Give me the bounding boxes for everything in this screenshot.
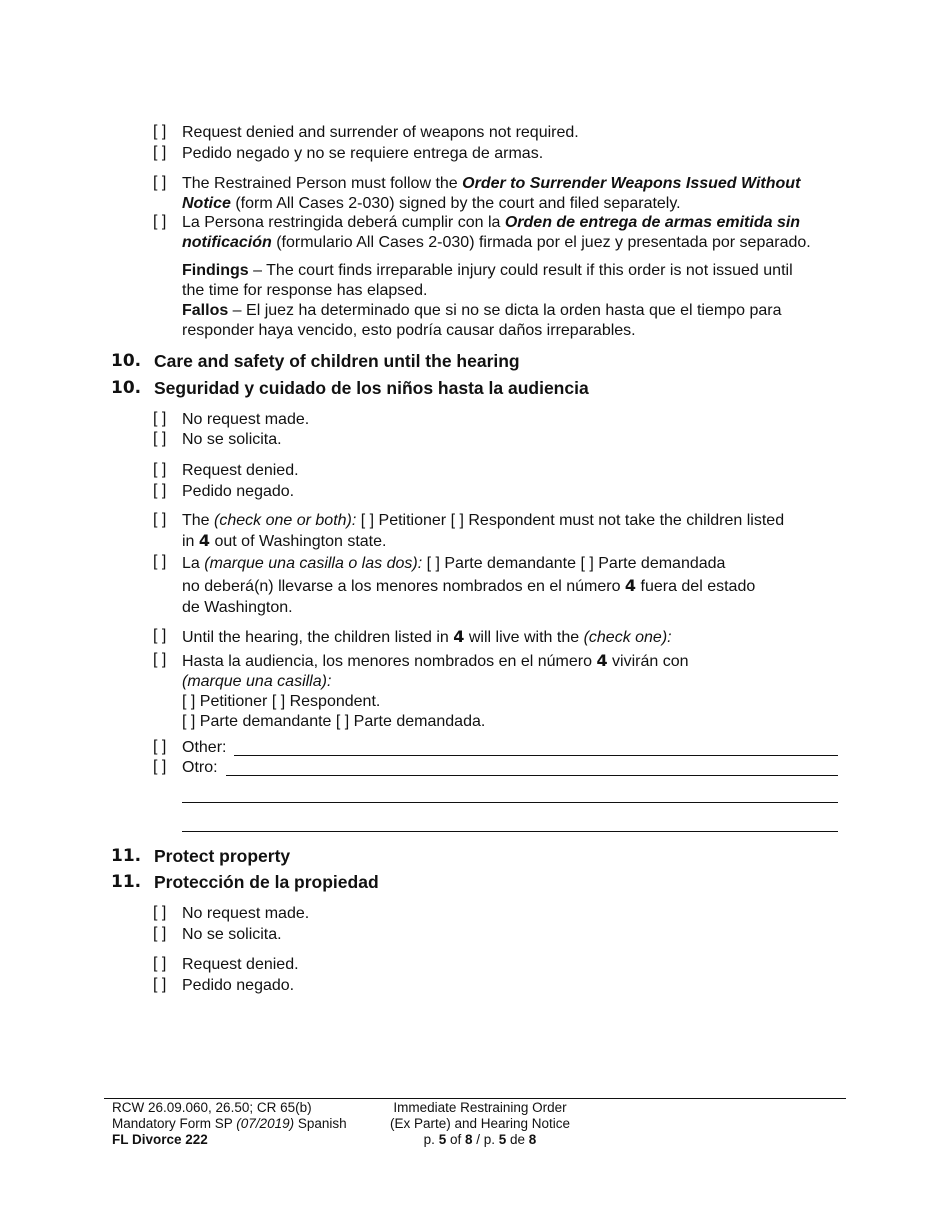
page-indicator: p. 5 of 8 / p. 5 de 8 [423,1132,537,1147]
checkbox[interactable]: [ ] [153,925,167,942]
s10-take-children-en: The (check one or both): [ ] Petitioner [ ] Respondent must not take the children listed in 4 out of Washington state. [182,512,785,550]
section-10-number: 10. [111,351,142,371]
s10-denied-en: Request denied. [182,462,299,479]
s10-other-input-line[interactable] [234,755,838,756]
checkbox[interactable]: [ ] [153,904,167,921]
s10-other-input-line[interactable] [226,775,838,776]
s10-live-with-es: Hasta la audiencia, los menores nombrados en el número 4 vivirán con (marque una casilla): [ ] Petitioner [ ] Respondent. [ ] Parte demandante [ ] Parte demandada. [182,651,689,730]
checkbox[interactable]: [ ] [153,976,167,993]
footer-left: RCW 26.09.060, 26.50; CR 65(b) Mandatory Form SP (07/2019) Spanish FL Divorce 222 [112,1100,347,1147]
s11-no-request-es: No se solicita. [182,926,282,943]
checkbox[interactable]: [ ] [153,511,167,528]
s10-no-request-en: No request made. [182,411,310,428]
checkbox[interactable]: [ ] [153,955,167,972]
checkbox[interactable]: [ ] [153,174,167,191]
s11-denied-en: Request denied. [182,956,299,973]
footer-rule [104,1098,846,1099]
s10-other-input-line[interactable] [182,831,838,832]
weapons-surrender-es: La Persona restringida deberá cumplir con la Orden de entrega de armas emitida sin notificación (formulario All Cases 2-030) firmada por el juez y presentada por separado. [182,214,811,251]
s10-other-label-es: Otro: [182,759,218,776]
section-11-number: 11. [111,846,142,866]
s10-other-label-en: Other: [182,739,227,756]
section-10-title-es: Seguridad y cuidado de los niños hasta la audiencia [154,378,589,398]
weapons-surrender-en: The Restrained Person must follow the Order to Surrender Weapons Issued Without Notice (form All Cases 2-030) signed by the court and filed separately. [182,175,801,212]
s11-no-request-en: No request made. [182,905,310,922]
checkbox[interactable]: [ ] [153,758,167,775]
s10-no-request-es: No se solicita. [182,431,282,448]
section-10-number: 10. [111,378,142,398]
findings: Findings – The court finds irreparable injury could result if this order is not issued until the time for response has elapsed. Fallos – El juez ha determinado que si no se dicta la orden hasta que el tiempo para responder haya vencido, esto podría causar daños irreparables. [182,262,793,339]
checkbox[interactable]: [ ] [153,461,167,478]
s10-live-with-en: Until the hearing, the children listed in 4 will live with the (check one): [182,627,672,646]
weapons-denied-en: Request denied and surrender of weapons not required. [182,124,579,141]
footer-center: Immediate Restraining Order (Ex Parte) and Hearing Notice p. 5 of 8 / p. 5 de 8 [389,1100,571,1147]
checkbox[interactable]: [ ] [153,144,167,161]
checkbox[interactable]: [ ] [153,482,167,499]
weapons-denied-es: Pedido negado y no se requiere entrega de armas. [182,145,544,162]
s10-denied-es: Pedido negado. [182,483,295,500]
section-11-title-en: Protect property [154,846,291,866]
section-11-number: 11. [111,872,142,892]
section-10-title-en: Care and safety of children until the hearing [154,351,520,371]
s10-other-input-line[interactable] [182,802,838,803]
checkbox[interactable]: [ ] [153,430,167,447]
s11-denied-es: Pedido negado. [182,977,295,994]
checkbox[interactable]: [ ] [153,123,167,140]
s10-option-en[interactable]: [ ] Petitioner [ ] Respondent. [182,693,381,710]
section-11-title-es: Protección de la propiedad [154,872,379,892]
checkbox[interactable]: [ ] [153,738,167,755]
checkbox[interactable]: [ ] [153,213,167,230]
s10-option-es[interactable]: [ ] Parte demandante [ ] Parte demandada. [182,713,486,730]
checkbox[interactable]: [ ] [153,627,167,644]
s10-take-children-es: La (marque una casilla o las dos): [ ] Parte demandante [ ] Parte demandada no deberá(n) llevarse a los menores nombrados en el número 4 fuera del estado de Washington. [182,555,756,616]
checkbox[interactable]: [ ] [153,553,167,570]
checkbox[interactable]: [ ] [153,651,167,668]
checkbox[interactable]: [ ] [153,410,167,427]
